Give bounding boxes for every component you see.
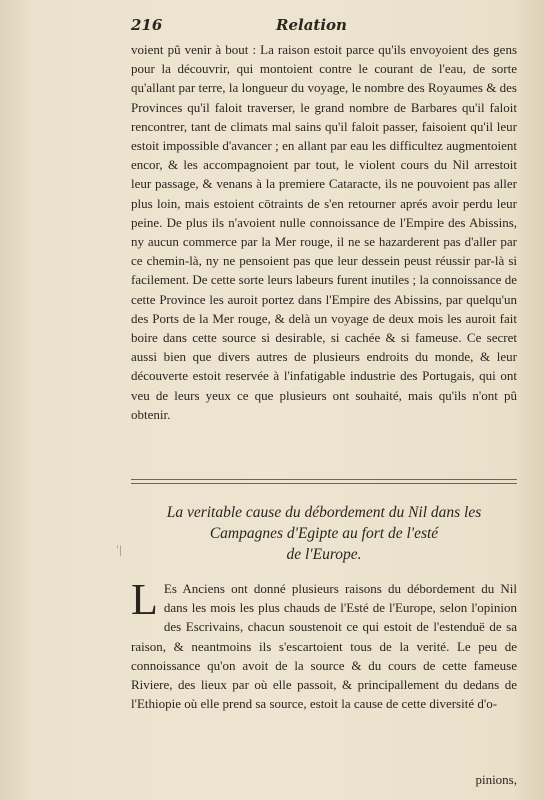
section-rule-top xyxy=(131,479,517,480)
catchword: pinions, xyxy=(475,772,517,787)
section-rule-bottom xyxy=(131,483,517,484)
running-head: Relation xyxy=(276,16,347,34)
section-title-line-2: Campagnes d'Egipte au fort de l'esté xyxy=(209,525,439,542)
body-paragraph-2 xyxy=(131,575,517,713)
page-header xyxy=(131,16,521,38)
section-title-line-3: de l'Europe. xyxy=(286,546,362,563)
section-title xyxy=(131,502,517,565)
margin-mark: '| xyxy=(116,545,123,556)
section-title-line-1: La veritable cause du débordement du Nil dans les xyxy=(166,504,482,521)
drop-cap: L xyxy=(131,575,158,624)
page-number: 216 xyxy=(131,16,163,34)
body-paragraph-1: voient pû venir à bout : La raison estoit parce qu'ils envoyoient des gens pour la découvrir, qui montoient contre le courant de l'eau, de sorte qu'allant par terre, la longueur du voyage, le nombre des Royaumes & des Provinces qu'il faloit traverser, le grand nombre de Barbares qu'il faloit rencontrer, tant de climats mal sains qu'il faloit passer, faisoient qu'il leur estoit impossible d'avancer ; en allant par eau les difficultez augmentoient encor, & les accompagnoient par tout, le violent cours du Nil arrestoit leur passage, & venans à la premiere Cataracte, ils ne pouvoient pas aller plus loin, mais estoient cōtraints de s'en retourner aprés avoir perdu leur peine. De plus ils n'avoient nulle connoissance de l'Empire des Abissins, ny aucun commerce par la Mer rouge, il ne se hazarderent pas d'aller par ce chemin-là, ny ne pensoient pas que leur dessein peust réussir par-là si facilement. De cette sorte leurs labeurs furent inutiles ; la connoissance de cette Province les auroit portez dans l'Empire des Abissins, par quelqu'un des Ports de la Mer rouge, & delà un voyage de deux mois les auroit fait boire dans cette source si desirable, si cachée & si fameuse. Ce secret aussi bien que divers autres de plusieurs endroits du monde, & leur découverte estoit reservée à l'infatigable industrie des Portugais, qui ont veu de leurs yeux ce que plusieurs ont souhaité, mais qu'ils n'ont pû obtenir. xyxy=(131,42,517,422)
body-paragraph-2-text: Es Anciens ont donné plusieurs raisons du débordement du Nil dans les mois les plus chauds de l'Esté de l'Europe, selon l'opinion des Escrivains, chacun soustenoit ce qui estoit de l'estenduë de sa raison, & neantmoins ils s'escartoient tous de la verité. Le peu de connoissance qu'on avoit de la source & du cours de cette fameuse Riviere, des lieux par où elle passoit, & principallement du dedans de l'Ethiopie où elle prend sa source, estoit la cause de cette diversité d'o- xyxy=(131,581,517,712)
